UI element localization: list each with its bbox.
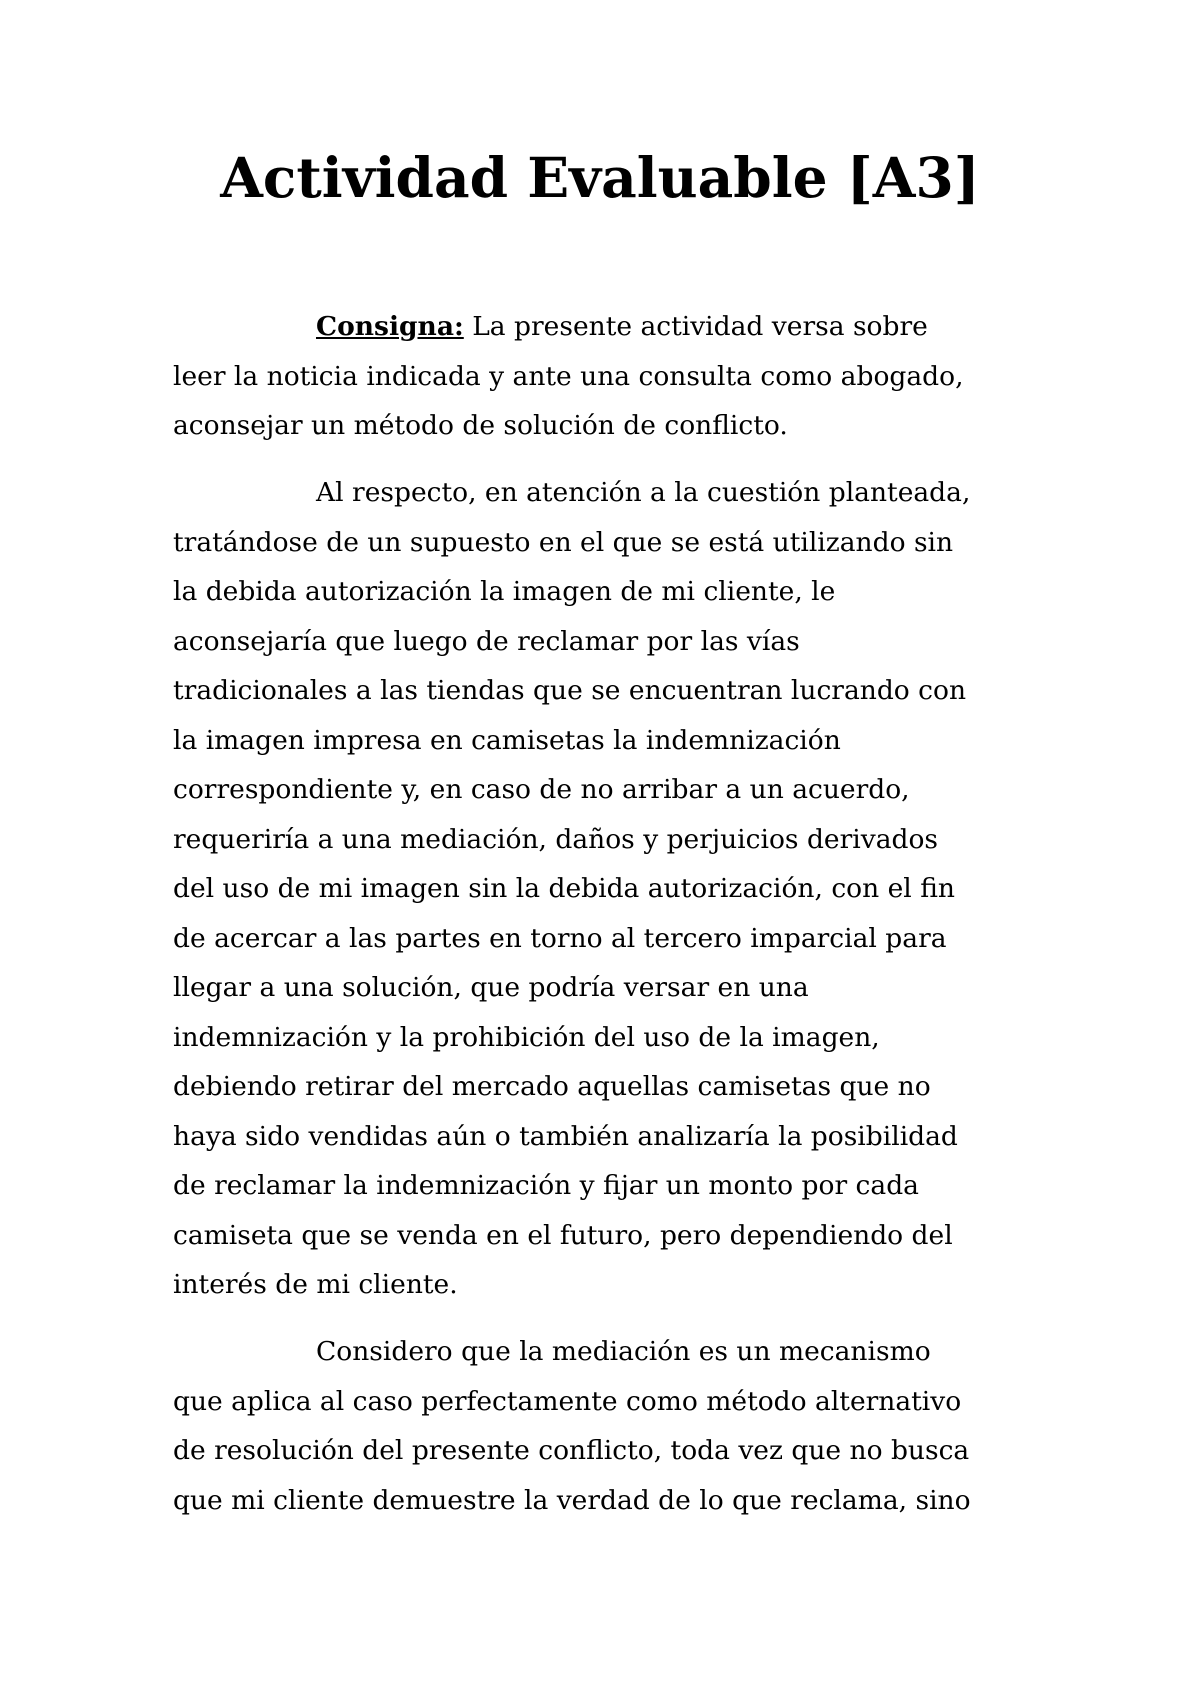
- paragraph-2-line: llegar a una solución, que podría versar en una: [173, 972, 809, 1003]
- document-title: Actividad Evaluable [A3]: [220, 145, 980, 210]
- paragraph-2-line: haya sido vendidas aún o también analizaría la posibilidad: [173, 1121, 958, 1152]
- paragraph-3-line: de resolución del presente conflicto, toda vez que no busca: [173, 1435, 970, 1466]
- paragraph-2-line: correspondiente y, en caso de no arribar a un acuerdo,: [173, 774, 910, 805]
- paragraph-2-line: del uso de mi imagen sin la debida autorización, con el fin: [173, 873, 955, 904]
- paragraph-2-line: de acercar a las partes en torno al tercero imparcial para: [173, 923, 947, 954]
- paragraph-1-line: leer la noticia indicada y ante una consulta como abogado,: [173, 361, 964, 392]
- paragraph-2-line: la debida autorización la imagen de mi cliente, le: [173, 576, 836, 607]
- paragraph-1-text: La presente actividad versa sobre: [463, 311, 928, 342]
- paragraph-3-line: que mi cliente demuestre la verdad de lo que reclama, sino: [173, 1485, 971, 1516]
- paragraph-2-line: Al respecto, en atención a la cuestión planteada,: [316, 477, 971, 508]
- paragraph-3-line: que aplica al caso perfectamente como método alternativo: [173, 1386, 962, 1417]
- paragraph-1-line: aconsejar un método de solución de conflicto.: [173, 410, 788, 441]
- paragraph-3-line: Considero que la mediación es un mecanismo: [316, 1336, 931, 1367]
- paragraph-2-line: aconsejaría que luego de reclamar por las vías: [173, 626, 800, 657]
- paragraph-2-line: requeriría a una mediación, daños y perjuicios derivados: [173, 824, 939, 855]
- paragraph-2-line: tradicionales a las tiendas que se encuentran lucrando con: [173, 675, 967, 706]
- paragraph-2-line: tratándose de un supuesto en el que se está utilizando sin: [173, 527, 954, 558]
- paragraph-2-line: de reclamar la indemnización y fijar un monto por cada: [173, 1170, 919, 1201]
- paragraph-2-line: interés de mi cliente.: [173, 1269, 458, 1300]
- paragraph-1-line-1: [316, 307, 928, 347]
- paragraph-2-line: la imagen impresa en camisetas la indemnización: [173, 725, 841, 756]
- paragraph-2-line: debiendo retirar del mercado aquellas camisetas que no: [173, 1071, 931, 1102]
- paragraph-2-line: indemnización y la prohibición del uso de la imagen,: [173, 1022, 880, 1053]
- consigna-label: Consigna:: [316, 311, 464, 342]
- paragraph-2-line: camiseta que se venda en el futuro, pero dependiendo del: [173, 1220, 953, 1251]
